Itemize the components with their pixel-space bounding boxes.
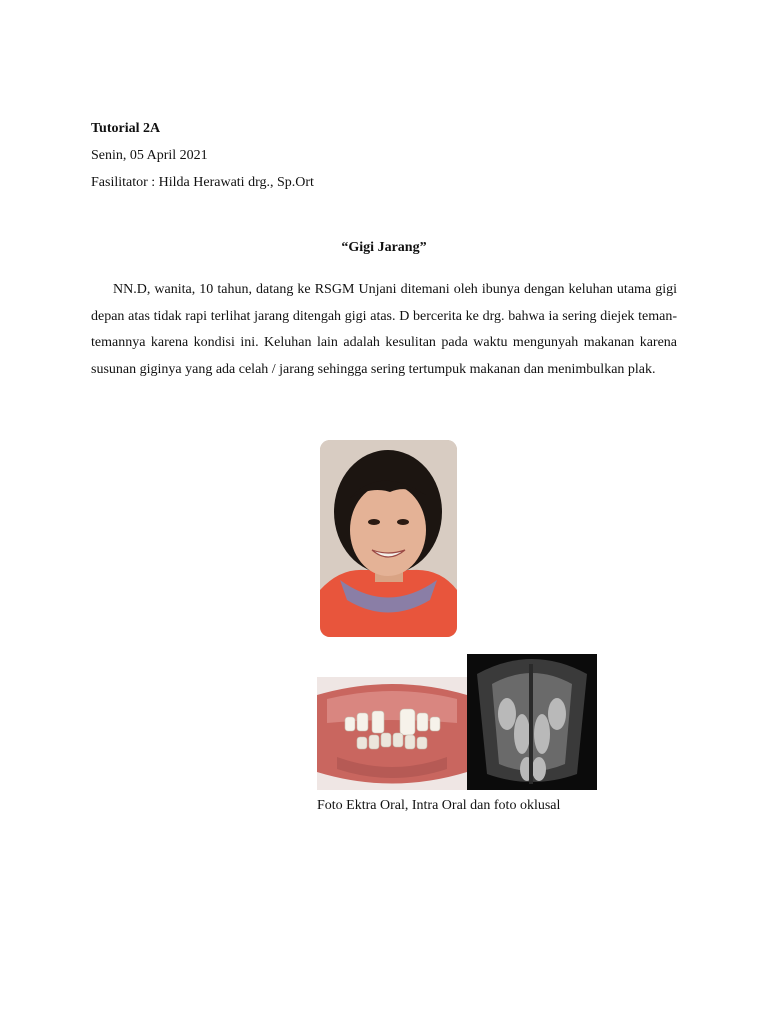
session-date: Senin, 05 April 2021 xyxy=(91,148,208,163)
teeth-photo-icon xyxy=(317,677,467,790)
extra-oral-photo xyxy=(320,440,457,637)
xray-photo-icon xyxy=(467,654,597,790)
figure-caption: Foto Ektra Oral, Intra Oral dan foto oklusal xyxy=(317,798,561,813)
facilitator-line: Fasilitator : Hilda Herawati drg., Sp.Ort xyxy=(91,175,314,190)
intra-oral-photo xyxy=(317,677,467,790)
portrait-photo-icon xyxy=(320,440,457,637)
tutorial-title: Tutorial 2A xyxy=(91,121,161,136)
case-heading: “Gigi Jarang” xyxy=(341,240,427,255)
case-description: NN.D, wanita, 10 tahun, datang ke RSGM Unjani ditemani oleh ibunya dengan keluhan utama gigi depan atas tidak rapi terlihat jarang ditengah gigi atas. D bercerita ke drg. bahwa ia sering diejek teman-temannya karena kondisi ini. Keluhan lain adalah kesulitan pada waktu mengunyah makanan karena susunan giginya yang ada celah / jarang sehingga sering tertumpuk makanan dan menimbulkan plak. xyxy=(91,282,677,378)
occlusal-xray-photo xyxy=(467,654,597,790)
